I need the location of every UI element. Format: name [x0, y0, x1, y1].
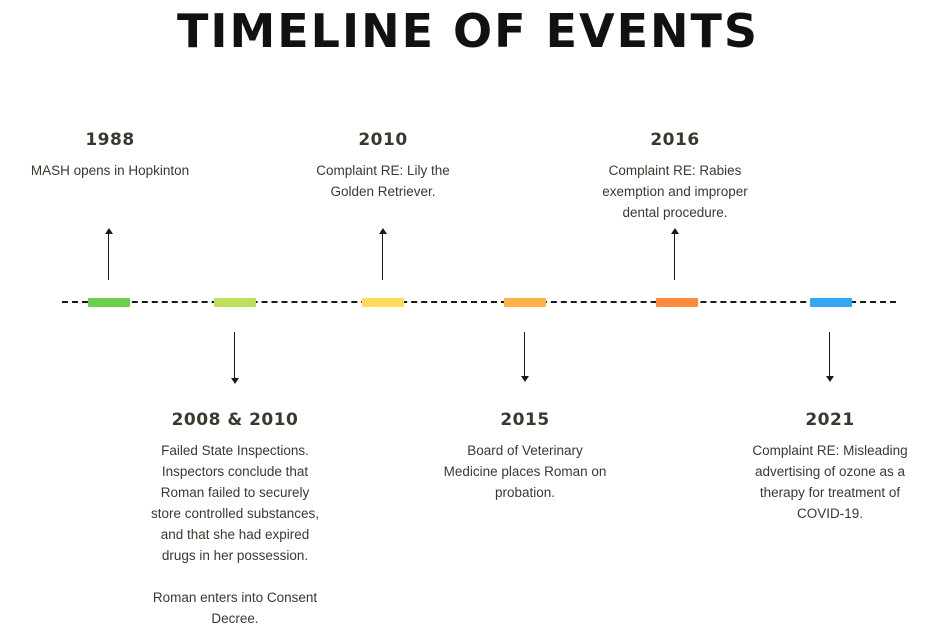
timeline-marker-2008 [214, 298, 256, 307]
description-line: Failed State Inspections. [161, 443, 309, 458]
description-line [125, 566, 345, 587]
arrow-down-icon [230, 332, 240, 384]
description-line: Inspectors conclude that [161, 464, 309, 479]
description-line: Medicine places Roman on [443, 464, 607, 479]
event-2021 [724, 410, 936, 524]
event-description [125, 440, 345, 629]
description-line: store controlled substances, [150, 506, 320, 521]
event-year: 2015 [500, 410, 550, 430]
event-description [283, 160, 483, 202]
description-line: probation. [494, 485, 556, 500]
event-year: 2021 [805, 410, 855, 430]
event-description [420, 440, 630, 503]
timeline-marker-2010 [362, 298, 404, 307]
description-line: Complaint RE: Lily the [316, 163, 450, 178]
description-line: COVID-19. [796, 506, 864, 521]
event-year: 2016 [650, 130, 700, 150]
event-2015 [420, 410, 630, 503]
description-line: Decree. [211, 611, 259, 626]
event-description [575, 160, 775, 223]
arrow-down-icon [825, 332, 835, 382]
description-line: Roman failed to securely [160, 485, 310, 500]
description-line: drugs in her possession. [161, 548, 309, 563]
description-line: dental procedure. [622, 205, 728, 220]
description-line: Board of Veterinary [467, 443, 583, 458]
event-year: 2008 & 2010 [171, 410, 299, 430]
description-line: MASH opens in Hopkinton [30, 163, 190, 178]
timeline-marker-1988 [88, 298, 130, 307]
arrow-up-icon [104, 228, 114, 280]
arrow-up-icon [670, 228, 680, 280]
event-year: 2010 [358, 130, 408, 150]
description-line: Golden Retriever. [330, 184, 436, 199]
event-2008-2010 [125, 410, 345, 629]
event-year: 1988 [85, 130, 135, 150]
description-line: Roman enters into Consent [152, 590, 318, 605]
event-2016 [575, 130, 775, 223]
timeline-line [62, 301, 896, 303]
description-line: exemption and improper [602, 184, 748, 199]
description-line: therapy for treatment of [759, 485, 901, 500]
timeline-marker-2015 [504, 298, 546, 307]
arrow-down-icon [520, 332, 530, 382]
description-line: and that she had expired [160, 527, 310, 542]
timeline-marker-2021 [810, 298, 852, 307]
event-2010 [283, 130, 483, 202]
event-description [10, 160, 210, 181]
arrow-up-icon [378, 228, 388, 280]
description-line: advertising of ozone as a [754, 464, 906, 479]
event-description [724, 440, 936, 524]
description-line: Complaint RE: Rabies [608, 163, 742, 178]
timeline-marker-2016 [656, 298, 698, 307]
page-title: TIMELINE OF EVENTS [176, 4, 760, 58]
description-line: Complaint RE: Misleading [752, 443, 908, 458]
event-1988 [10, 130, 210, 181]
